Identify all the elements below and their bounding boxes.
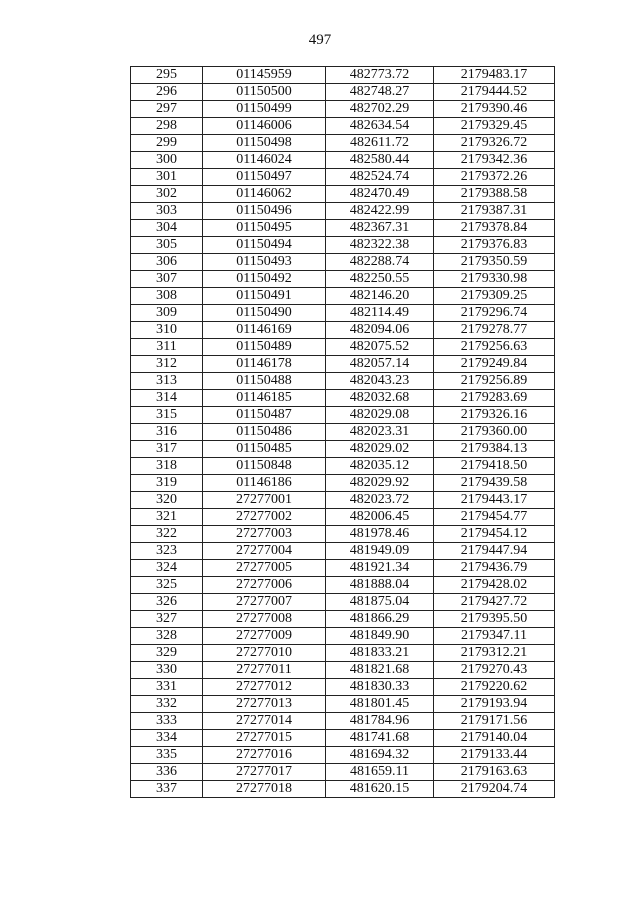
point-id-cell: 01150493 — [203, 254, 326, 271]
table-row — [131, 577, 555, 594]
x-coordinate-cell: 482023.31 — [326, 424, 434, 441]
y-coordinate-cell: 2179193.94 — [434, 696, 555, 713]
point-number-cell: 335 — [131, 747, 203, 764]
x-coordinate-cell: 481801.45 — [326, 696, 434, 713]
y-coordinate-cell: 2179444.52 — [434, 84, 555, 101]
point-id-cell: 27277005 — [203, 560, 326, 577]
table-row — [131, 203, 555, 220]
table-row — [131, 441, 555, 458]
table-row — [131, 305, 555, 322]
x-coordinate-cell: 482634.54 — [326, 118, 434, 135]
point-id-cell: 01150848 — [203, 458, 326, 475]
table-row — [131, 237, 555, 254]
point-id-cell: 01146062 — [203, 186, 326, 203]
table-row — [131, 373, 555, 390]
table-row — [131, 781, 555, 798]
point-number-cell: 327 — [131, 611, 203, 628]
table-row — [131, 764, 555, 781]
x-coordinate-cell: 482288.74 — [326, 254, 434, 271]
point-id-cell: 01150496 — [203, 203, 326, 220]
point-number-cell: 328 — [131, 628, 203, 645]
x-coordinate-cell: 481949.09 — [326, 543, 434, 560]
point-number-cell: 323 — [131, 543, 203, 560]
table-row — [131, 118, 555, 135]
x-coordinate-cell: 482032.68 — [326, 390, 434, 407]
point-id-cell: 01150486 — [203, 424, 326, 441]
table-row — [131, 339, 555, 356]
table-row — [131, 747, 555, 764]
y-coordinate-cell: 2179204.74 — [434, 781, 555, 798]
point-id-cell: 01146024 — [203, 152, 326, 169]
point-id-cell: 01150492 — [203, 271, 326, 288]
point-id-cell: 01150499 — [203, 101, 326, 118]
table-row — [131, 543, 555, 560]
x-coordinate-cell: 482250.55 — [326, 271, 434, 288]
point-number-cell: 314 — [131, 390, 203, 407]
table-row — [131, 713, 555, 730]
point-number-cell: 300 — [131, 152, 203, 169]
y-coordinate-cell: 2179140.04 — [434, 730, 555, 747]
y-coordinate-cell: 2179388.58 — [434, 186, 555, 203]
table-row — [131, 424, 555, 441]
point-id-cell: 27277016 — [203, 747, 326, 764]
point-id-cell: 01150500 — [203, 84, 326, 101]
point-number-cell: 303 — [131, 203, 203, 220]
table-row — [131, 254, 555, 271]
table-row — [131, 152, 555, 169]
point-number-cell: 305 — [131, 237, 203, 254]
page-number: 497 — [308, 32, 332, 48]
point-number-cell: 309 — [131, 305, 203, 322]
y-coordinate-cell: 2179163.63 — [434, 764, 555, 781]
point-id-cell: 27277010 — [203, 645, 326, 662]
y-coordinate-cell: 2179436.79 — [434, 560, 555, 577]
x-coordinate-cell: 482035.12 — [326, 458, 434, 475]
y-coordinate-cell: 2179329.45 — [434, 118, 555, 135]
y-coordinate-cell: 2179220.62 — [434, 679, 555, 696]
y-coordinate-cell: 2179256.89 — [434, 373, 555, 390]
point-number-cell: 329 — [131, 645, 203, 662]
x-coordinate-cell: 482773.72 — [326, 67, 434, 84]
point-id-cell: 01150487 — [203, 407, 326, 424]
x-coordinate-cell: 482748.27 — [326, 84, 434, 101]
y-coordinate-cell: 2179427.72 — [434, 594, 555, 611]
table-row — [131, 407, 555, 424]
point-number-cell: 306 — [131, 254, 203, 271]
table-row — [131, 645, 555, 662]
y-coordinate-cell: 2179326.16 — [434, 407, 555, 424]
point-number-cell: 337 — [131, 781, 203, 798]
table-row — [131, 322, 555, 339]
point-number-cell: 299 — [131, 135, 203, 152]
point-id-cell: 01150497 — [203, 169, 326, 186]
point-id-cell: 01150495 — [203, 220, 326, 237]
y-coordinate-cell: 2179390.46 — [434, 101, 555, 118]
y-coordinate-cell: 2179443.17 — [434, 492, 555, 509]
table-row — [131, 526, 555, 543]
table-row — [131, 475, 555, 492]
table-row — [131, 492, 555, 509]
y-coordinate-cell: 2179283.69 — [434, 390, 555, 407]
point-number-cell: 296 — [131, 84, 203, 101]
x-coordinate-cell: 482029.02 — [326, 441, 434, 458]
x-coordinate-cell: 482702.29 — [326, 101, 434, 118]
table-row — [131, 356, 555, 373]
x-coordinate-cell: 482524.74 — [326, 169, 434, 186]
point-id-cell: 27277004 — [203, 543, 326, 560]
y-coordinate-cell: 2179350.59 — [434, 254, 555, 271]
point-number-cell: 310 — [131, 322, 203, 339]
table-row — [131, 594, 555, 611]
point-id-cell: 01146185 — [203, 390, 326, 407]
point-id-cell: 27277011 — [203, 662, 326, 679]
point-number-cell: 330 — [131, 662, 203, 679]
table-row — [131, 288, 555, 305]
table-row — [131, 67, 555, 84]
point-id-cell: 01146006 — [203, 118, 326, 135]
x-coordinate-cell: 482322.38 — [326, 237, 434, 254]
x-coordinate-cell: 482146.20 — [326, 288, 434, 305]
point-number-cell: 334 — [131, 730, 203, 747]
y-coordinate-cell: 2179133.44 — [434, 747, 555, 764]
point-number-cell: 324 — [131, 560, 203, 577]
point-id-cell: 27277014 — [203, 713, 326, 730]
x-coordinate-cell: 481830.33 — [326, 679, 434, 696]
y-coordinate-cell: 2179360.00 — [434, 424, 555, 441]
point-id-cell: 27277003 — [203, 526, 326, 543]
x-coordinate-cell: 482043.23 — [326, 373, 434, 390]
x-coordinate-cell: 481866.29 — [326, 611, 434, 628]
y-coordinate-cell: 2179270.43 — [434, 662, 555, 679]
x-coordinate-cell: 482023.72 — [326, 492, 434, 509]
point-id-cell: 01150494 — [203, 237, 326, 254]
point-number-cell: 308 — [131, 288, 203, 305]
x-coordinate-cell: 481849.90 — [326, 628, 434, 645]
x-coordinate-cell: 481978.46 — [326, 526, 434, 543]
y-coordinate-cell: 2179447.94 — [434, 543, 555, 560]
coordinates-table — [130, 66, 555, 798]
point-id-cell: 27277013 — [203, 696, 326, 713]
y-coordinate-cell: 2179296.74 — [434, 305, 555, 322]
point-number-cell: 311 — [131, 339, 203, 356]
point-id-cell: 27277017 — [203, 764, 326, 781]
point-id-cell: 01150498 — [203, 135, 326, 152]
y-coordinate-cell: 2179428.02 — [434, 577, 555, 594]
x-coordinate-cell: 481659.11 — [326, 764, 434, 781]
point-id-cell: 01146178 — [203, 356, 326, 373]
point-number-cell: 331 — [131, 679, 203, 696]
point-number-cell: 313 — [131, 373, 203, 390]
x-coordinate-cell: 482367.31 — [326, 220, 434, 237]
y-coordinate-cell: 2179483.17 — [434, 67, 555, 84]
table-row — [131, 169, 555, 186]
x-coordinate-cell: 481620.15 — [326, 781, 434, 798]
table-row — [131, 611, 555, 628]
point-number-cell: 315 — [131, 407, 203, 424]
x-coordinate-cell: 482029.08 — [326, 407, 434, 424]
point-id-cell: 01145959 — [203, 67, 326, 84]
point-number-cell: 298 — [131, 118, 203, 135]
x-coordinate-cell: 482611.72 — [326, 135, 434, 152]
point-id-cell: 27277015 — [203, 730, 326, 747]
point-number-cell: 302 — [131, 186, 203, 203]
x-coordinate-cell: 481741.68 — [326, 730, 434, 747]
y-coordinate-cell: 2179256.63 — [434, 339, 555, 356]
table-row — [131, 560, 555, 577]
point-number-cell: 326 — [131, 594, 203, 611]
point-number-cell: 333 — [131, 713, 203, 730]
coordinates-table-body — [131, 67, 555, 798]
point-number-cell: 317 — [131, 441, 203, 458]
point-number-cell: 301 — [131, 169, 203, 186]
y-coordinate-cell: 2179454.77 — [434, 509, 555, 526]
point-id-cell: 01150491 — [203, 288, 326, 305]
point-id-cell: 01150488 — [203, 373, 326, 390]
table-row — [131, 679, 555, 696]
y-coordinate-cell: 2179309.25 — [434, 288, 555, 305]
x-coordinate-cell: 482580.44 — [326, 152, 434, 169]
table-row — [131, 390, 555, 407]
x-coordinate-cell: 482094.06 — [326, 322, 434, 339]
x-coordinate-cell: 482057.14 — [326, 356, 434, 373]
point-number-cell: 321 — [131, 509, 203, 526]
table-row — [131, 186, 555, 203]
point-number-cell: 320 — [131, 492, 203, 509]
point-id-cell: 27277018 — [203, 781, 326, 798]
y-coordinate-cell: 2179278.77 — [434, 322, 555, 339]
point-number-cell: 325 — [131, 577, 203, 594]
point-id-cell: 01150490 — [203, 305, 326, 322]
y-coordinate-cell: 2179372.26 — [434, 169, 555, 186]
table-row — [131, 220, 555, 237]
table-row — [131, 135, 555, 152]
y-coordinate-cell: 2179376.83 — [434, 237, 555, 254]
x-coordinate-cell: 482114.49 — [326, 305, 434, 322]
y-coordinate-cell: 2179454.12 — [434, 526, 555, 543]
point-number-cell: 312 — [131, 356, 203, 373]
table-row — [131, 101, 555, 118]
table-row — [131, 696, 555, 713]
y-coordinate-cell: 2179384.13 — [434, 441, 555, 458]
point-id-cell: 01150489 — [203, 339, 326, 356]
x-coordinate-cell: 481821.68 — [326, 662, 434, 679]
y-coordinate-cell: 2179378.84 — [434, 220, 555, 237]
point-id-cell: 01146186 — [203, 475, 326, 492]
point-number-cell: 297 — [131, 101, 203, 118]
point-id-cell: 27277007 — [203, 594, 326, 611]
y-coordinate-cell: 2179387.31 — [434, 203, 555, 220]
y-coordinate-cell: 2179312.21 — [434, 645, 555, 662]
y-coordinate-cell: 2179342.36 — [434, 152, 555, 169]
table-row — [131, 730, 555, 747]
point-id-cell: 27277008 — [203, 611, 326, 628]
table-row — [131, 458, 555, 475]
x-coordinate-cell: 481833.21 — [326, 645, 434, 662]
x-coordinate-cell: 481694.32 — [326, 747, 434, 764]
table-row — [131, 271, 555, 288]
point-number-cell: 319 — [131, 475, 203, 492]
y-coordinate-cell: 2179326.72 — [434, 135, 555, 152]
y-coordinate-cell: 2179395.50 — [434, 611, 555, 628]
table-row — [131, 628, 555, 645]
point-number-cell: 316 — [131, 424, 203, 441]
point-number-cell: 332 — [131, 696, 203, 713]
table-row — [131, 509, 555, 526]
point-number-cell: 318 — [131, 458, 203, 475]
y-coordinate-cell: 2179330.98 — [434, 271, 555, 288]
x-coordinate-cell: 481875.04 — [326, 594, 434, 611]
y-coordinate-cell: 2179439.58 — [434, 475, 555, 492]
point-number-cell: 295 — [131, 67, 203, 84]
x-coordinate-cell: 482029.92 — [326, 475, 434, 492]
x-coordinate-cell: 482422.99 — [326, 203, 434, 220]
x-coordinate-cell: 481784.96 — [326, 713, 434, 730]
point-id-cell: 27277002 — [203, 509, 326, 526]
y-coordinate-cell: 2179171.56 — [434, 713, 555, 730]
point-id-cell: 01150485 — [203, 441, 326, 458]
y-coordinate-cell: 2179418.50 — [434, 458, 555, 475]
x-coordinate-cell: 482470.49 — [326, 186, 434, 203]
point-number-cell: 322 — [131, 526, 203, 543]
x-coordinate-cell: 481888.04 — [326, 577, 434, 594]
point-id-cell: 27277006 — [203, 577, 326, 594]
point-id-cell: 01146169 — [203, 322, 326, 339]
point-number-cell: 336 — [131, 764, 203, 781]
table-row — [131, 84, 555, 101]
point-number-cell: 307 — [131, 271, 203, 288]
table-row — [131, 662, 555, 679]
x-coordinate-cell: 482075.52 — [326, 339, 434, 356]
point-number-cell: 304 — [131, 220, 203, 237]
y-coordinate-cell: 2179249.84 — [434, 356, 555, 373]
point-id-cell: 27277009 — [203, 628, 326, 645]
x-coordinate-cell: 482006.45 — [326, 509, 434, 526]
y-coordinate-cell: 2179347.11 — [434, 628, 555, 645]
point-id-cell: 27277012 — [203, 679, 326, 696]
point-id-cell: 27277001 — [203, 492, 326, 509]
x-coordinate-cell: 481921.34 — [326, 560, 434, 577]
